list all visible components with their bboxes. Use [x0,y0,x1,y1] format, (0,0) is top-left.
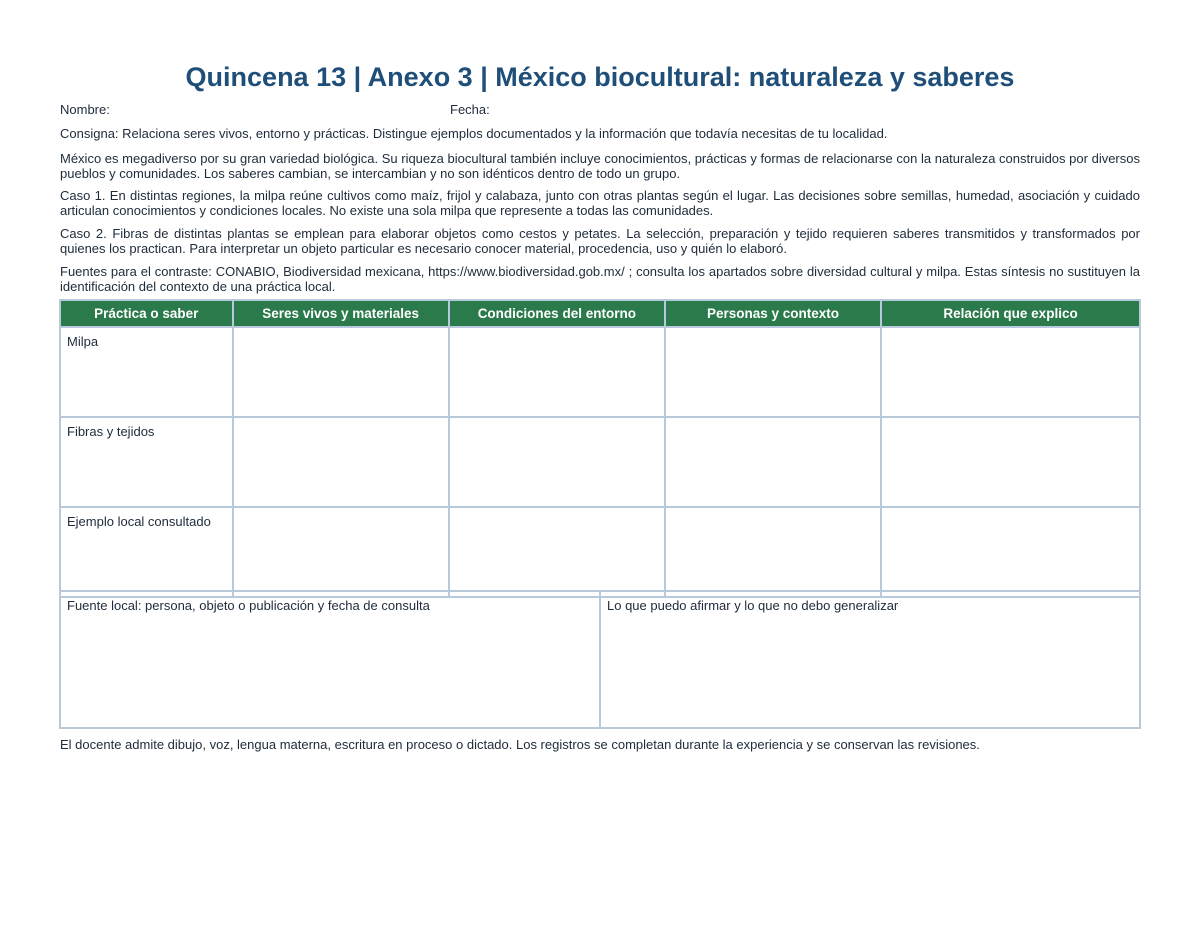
consigna-text: Consigna: Relaciona seres vivos, entorno y prácticas. Distingue ejemplos documentados y la información que todavía necesitas de tu localidad. [60,126,888,141]
afirmar-box[interactable] [599,592,1139,727]
response-boxes [59,590,1141,729]
answer-cell[interactable] [665,507,881,597]
table-row [60,507,1140,597]
table-row [60,327,1140,417]
answer-cell[interactable] [881,417,1140,507]
answer-cell[interactable] [665,327,881,417]
header-practica: Práctica o saber [60,300,233,327]
fecha-label: Fecha: [450,102,490,117]
row-label-ejemplo-local: Ejemplo local consultado [60,507,233,597]
fuente-local-label: Fuente local: persona, objeto o publicación y fecha de consulta [67,598,430,613]
practices-table [59,299,1141,598]
answer-cell[interactable] [449,417,665,507]
nombre-label: Nombre: [60,102,110,117]
footer-note: El docente admite dibujo, voz, lengua materna, escritura en proceso o dictado. Los registros se completan durante la experiencia y se conservan las revisiones. [60,737,980,752]
answer-cell[interactable] [449,327,665,417]
answer-cell[interactable] [881,327,1140,417]
row-label-milpa: Milpa [60,327,233,417]
afirmar-label: Lo que puedo afirmar y lo que no debo generalizar [607,598,899,613]
answer-cell[interactable] [449,507,665,597]
table-header-row [60,300,1140,327]
caso1-text: Caso 1. En distintas regiones, la milpa reúne cultivos como maíz, frijol y calabaza, junto con otras plantas según el lugar. Las decisiones sobre semillas, humedad, asociación y cuidado articulan conocimientos y condiciones locales. No existe una sola milpa que represente a todas las comunidades. [60,188,1140,218]
page-title: Quincena 13 | Anexo 3 | México biocultural: naturaleza y saberes [185,62,1015,92]
row-label-fibras: Fibras y tejidos [60,417,233,507]
header-personas: Personas y contexto [665,300,881,327]
header-condiciones: Condiciones del entorno [449,300,665,327]
header-seres-vivos: Seres vivos y materiales [233,300,449,327]
answer-cell[interactable] [233,327,449,417]
caso2-text: Caso 2. Fibras de distintas plantas se emplean para elaborar objetos como cestos y petates. La selección, preparación y tejido requieren saberes transmitidos y transformados por quienes los practican. Para interpretar un objeto particular es necesario conocer material, procedencia, uso y quién lo elaboró. [60,226,1140,256]
table-row [60,417,1140,507]
answer-cell[interactable] [665,417,881,507]
answer-cell[interactable] [233,507,449,597]
fuentes-text: Fuentes para el contraste: CONABIO, Biodiversidad mexicana, https://www.biodiversidad.gob.mx/ ; consulta los apartados sobre diversidad cultural y milpa. Estas síntesis no sustituyen la identificación del contexto de una práctica local. [60,264,1140,294]
answer-cell[interactable] [233,417,449,507]
header-relacion: Relación que explico [881,300,1140,327]
fuente-local-box[interactable] [61,592,599,727]
answer-cell[interactable] [881,507,1140,597]
intro-text: México es megadiverso por su gran variedad biológica. Su riqueza biocultural también incluye conocimientos, prácticas y formas de relacionarse con la naturaleza construidos por diversos pueblos y comunidades. Los saberes cambian, se intercambian y no son idénticos dentro de todo un grupo. [60,151,1140,181]
